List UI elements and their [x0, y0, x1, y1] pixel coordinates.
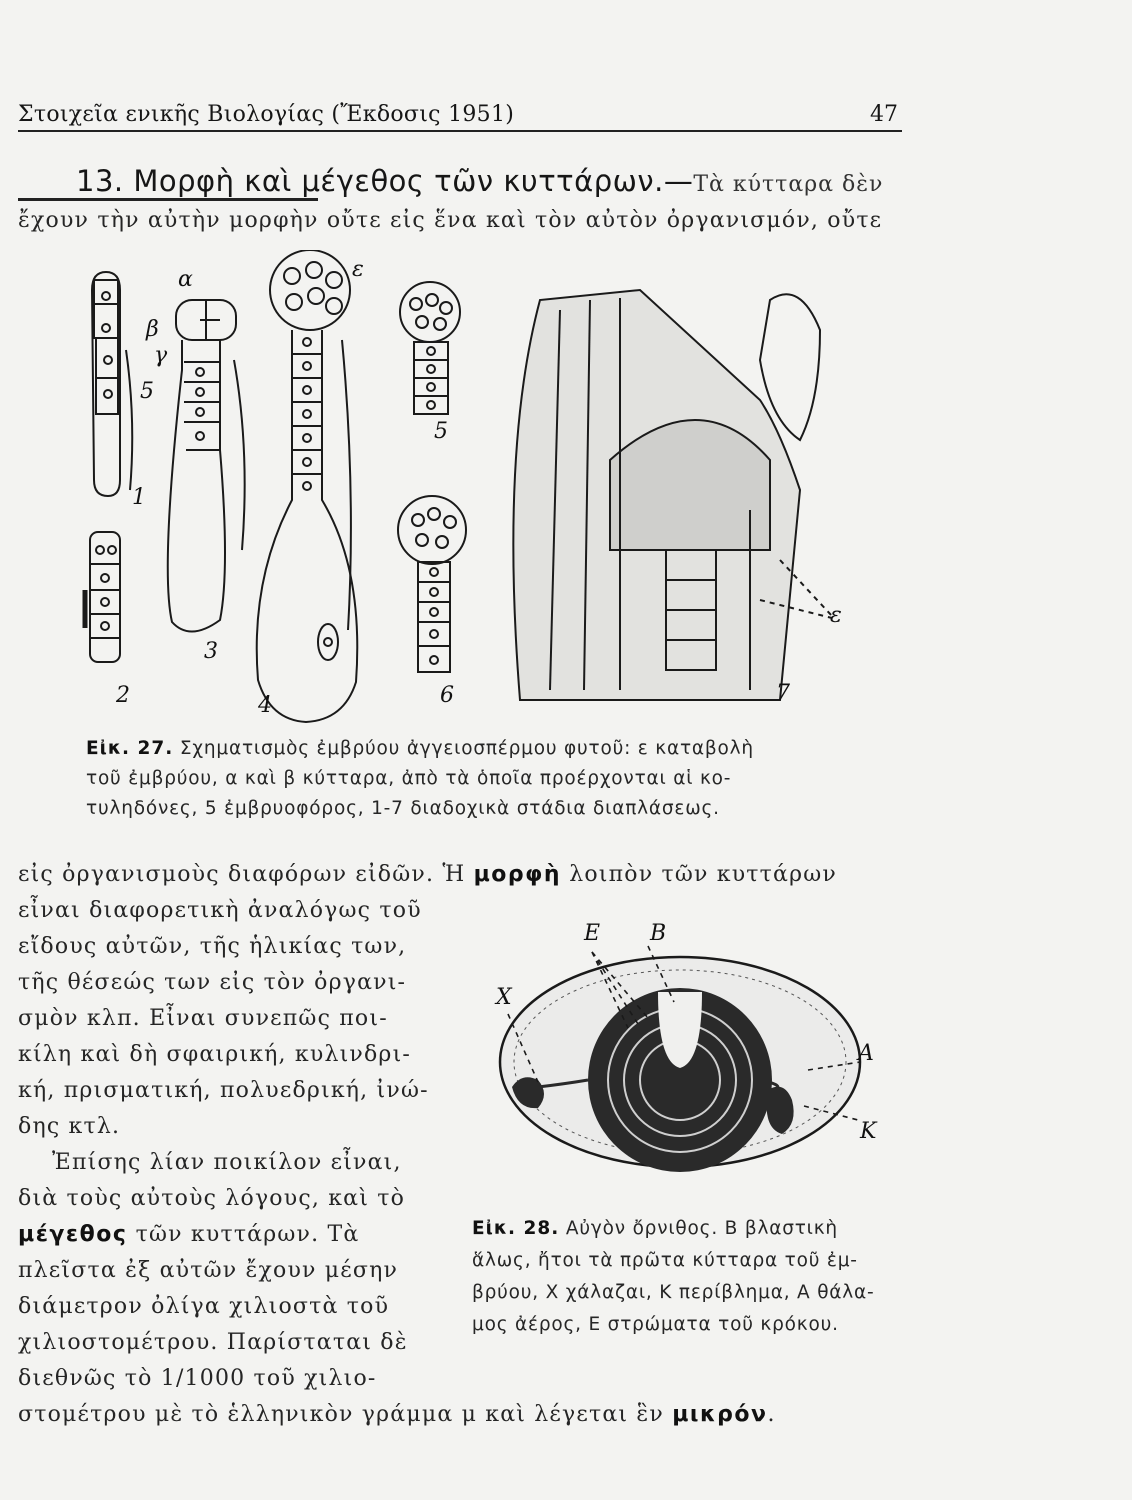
section-rule	[18, 198, 318, 201]
figure-27-caption-label: Εἰκ. 27.	[86, 738, 174, 759]
embryo-stage-3-drawing	[168, 300, 245, 632]
stage-label-5: 5	[434, 419, 448, 444]
label-five: 5	[140, 379, 154, 404]
stage-label-7: 7	[776, 681, 790, 706]
embryo-stage-6-drawing	[398, 496, 466, 672]
text-line: χιλιοστομέτρου. Παρίσταται δὲ	[18, 1330, 408, 1355]
figure-27-caption-line: τυληδόνες, 5 ἐμβρυοφόρος, 1-7 διαδοχικὰ στάδια διαπλάσεως.	[86, 798, 720, 819]
text-line: διεθνῶς τὸ 1/1000 τοῦ χιλιο-	[18, 1366, 377, 1391]
embryo-stage-2-drawing	[85, 532, 120, 662]
text-line: διὰ τοὺς αὐτοὺς λόγους, καὶ τὸ	[18, 1186, 406, 1211]
label-beta: β	[146, 317, 159, 342]
text-line: στομέτρου μὲ τὸ ἑλληνικὸν γράμμα μ καὶ λέγεται ἓν μικρόν.	[18, 1402, 776, 1427]
stage-label-6: 6	[440, 683, 454, 708]
figure-28-caption-line: βρύου, Χ χάλαζαι, Κ περίβλημα, Α θάλα-	[472, 1282, 875, 1303]
text-line: εἶναι διαφορετικὴ ἀναλόγως τοῦ	[18, 898, 422, 923]
egg-label-X: X	[496, 985, 512, 1010]
header-title: Στοιχεῖα ενικῆς Βιολογίας (Ἔκδοσις 1951)	[18, 102, 515, 127]
stage-label-1: 1	[132, 485, 146, 510]
embryo-stage-4-drawing	[257, 250, 358, 722]
running-header	[18, 100, 902, 132]
text-line: τῆς θέσεώς των εἰς τὸν ὀργανι-	[18, 970, 407, 995]
text-line: κή, πρισματική, πολυεδρική, ἰνώ-	[18, 1078, 429, 1103]
figure-28-caption-label: Εἰκ. 28.	[472, 1218, 560, 1239]
text-line: ἔχουν τὴν αὐτὴν μορφὴν οὔτε εἰς ἕνα καὶ τὸν αὐτὸν ὀργανισμόν, οὔτε	[18, 208, 883, 233]
egg-label-B: B	[650, 921, 667, 946]
text-line: σμὸν κλπ. Εἶναι συνεπῶς ποι-	[18, 1006, 388, 1031]
label-epsilon-stage7: ε	[830, 603, 842, 628]
text-line: πλεῖστα ἐξ αὐτῶν ἔχουν μέσην	[18, 1258, 399, 1283]
embryo-stage-1-drawing	[92, 272, 132, 496]
section-lead-in: Τὰ κύτταρα δὲν	[693, 172, 884, 197]
egg-label-E: E	[584, 921, 601, 946]
embryo-stage-5-drawing	[400, 282, 460, 414]
label-gamma: γ	[154, 343, 168, 368]
figure-28-caption-line: Εἰκ. 28. Αὐγὸν ὄρνιθος. Β βλαστικὴ	[472, 1218, 838, 1239]
text-line: εἴδους αὐτῶν, τῆς ἡλικίας των,	[18, 934, 407, 959]
figure-28-caption-line: μος ἀέρος, Ε στρώματα τοῦ κρόκου.	[472, 1314, 839, 1335]
figure-28-bird-egg	[488, 912, 888, 1172]
figure-27-caption-line: Εἰκ. 27. Σχηματισμὸς ἐμβρύου ἀγγειοσπέρμου φυτοῦ: ε καταβολὴ	[86, 738, 754, 759]
text-line: μέγεθος τῶν κυττάρων. Τὰ	[18, 1222, 360, 1247]
egg-label-K: K	[860, 1119, 877, 1144]
figure-27-embryo-stages	[80, 250, 850, 730]
section-title: 13. Μορφὴ καὶ μέγεθος τῶν κυττάρων.	[76, 164, 664, 198]
egg-label-A: A	[858, 1041, 874, 1066]
embryo-stage-7-drawing	[513, 290, 832, 700]
text-line: κίλη καὶ δὴ σφαιρική, κυλινδρι-	[18, 1042, 412, 1067]
bold-term-mikron: μικρόν	[672, 1402, 768, 1427]
bold-term-megethos: μέγεθος	[18, 1222, 128, 1247]
bold-term-morfi: μορφὴ	[473, 862, 562, 887]
text-line: διάμετρον ὀλίγα χιλιοστὰ τοῦ	[18, 1294, 390, 1319]
figure-27-caption-line: τοῦ ἐμβρύου, α καὶ β κύτταρα, ἀπὸ τὰ ὁποῖα προέρχονται αἱ κο-	[86, 768, 732, 789]
stage-label-4: 4	[258, 693, 272, 718]
text-line: Ἐπίσης λίαν ποικίλον εἶναι,	[52, 1150, 402, 1175]
text-line: δης κτλ.	[18, 1114, 121, 1139]
figure-28-caption-line: ἅλως, ἤτοι τὰ πρῶτα κύτταρα τοῦ ἐμ-	[472, 1250, 858, 1271]
page-number: 47	[870, 102, 898, 127]
text-line: εἰς ὀργανισμοὺς διαφόρων εἰδῶν. Ἡ μορφὴ λοιπὸν τῶν κυττάρων	[18, 862, 837, 887]
stage-label-3: 3	[204, 639, 218, 664]
section-heading: 13. Μορφὴ καὶ μέγεθος τῶν κυττάρων.—Τὰ κύτταρα δὲν	[76, 164, 884, 198]
label-epsilon: ε	[352, 257, 364, 282]
label-alpha: α	[178, 267, 193, 292]
stage-label-2: 2	[116, 683, 130, 708]
